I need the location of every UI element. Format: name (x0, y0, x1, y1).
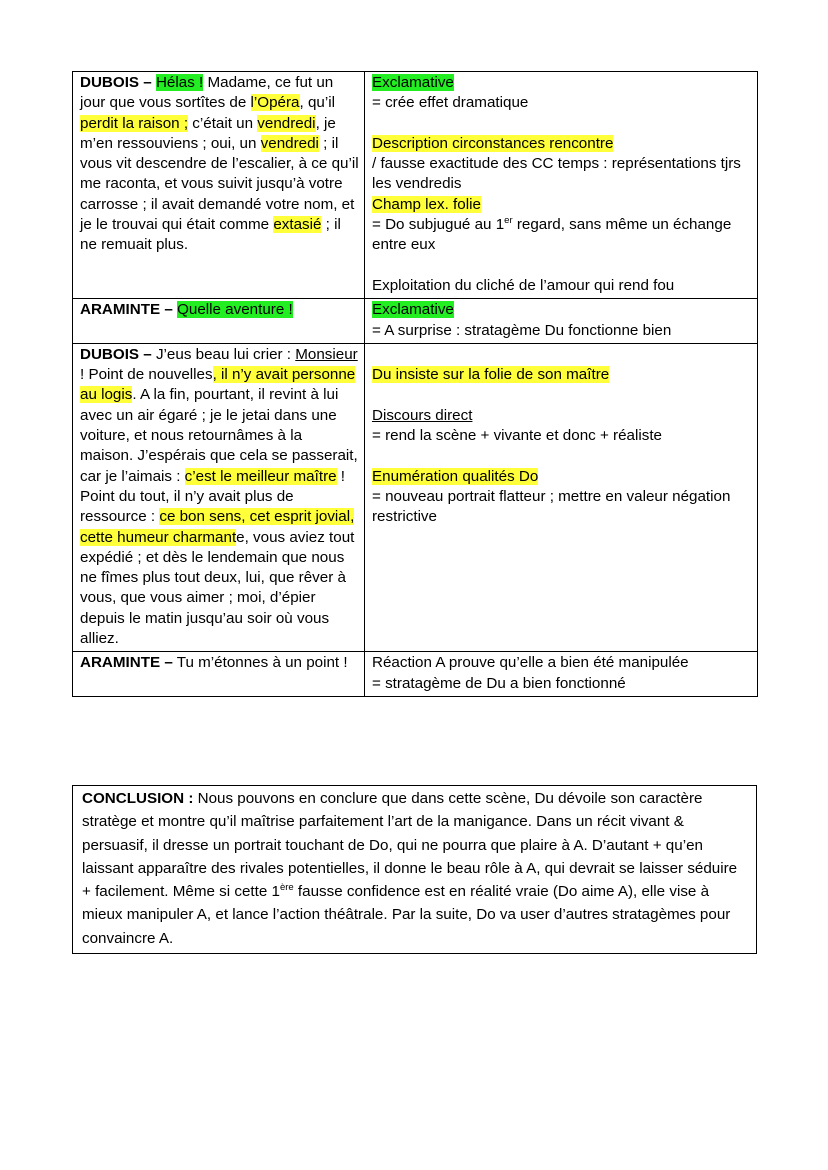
note-line: = A surprise : stratagème Du fonctionne bien (372, 321, 672, 339)
note-line: = nouveau portrait flatteur ; mettre en valeur négation restrictive (372, 487, 731, 526)
conclusion-text: fausse confidence est en réalité vraie (Do aime A), elle vise à mieux manipuler A, et lance l’action théâtrale. Par la suite, Do va user d’autres stratagèmes pour convaincre A. (82, 883, 731, 947)
text-segment: ; il vous vit descendre de l’escalier, à ce qu’il me raconta, et vous suivit jusqu’à votre carrosse ; il avait demandé votre nom, et je le trouvai qui était comme (80, 134, 359, 234)
note-line: = rend la scène + vivante et donc + réaliste (372, 427, 663, 445)
table-row (73, 652, 758, 697)
blank-line (372, 385, 752, 405)
highlight-yellow: Du insiste sur la folie de son maître (372, 366, 610, 384)
text-cell (73, 72, 365, 299)
underlined-text: Monsieur (295, 345, 358, 363)
highlight-green: Quelle aventure ! (177, 301, 293, 319)
note-line (372, 365, 752, 385)
note-line (372, 406, 752, 426)
highlight-yellow: perdit la raison ; (80, 114, 189, 132)
note-line: = crée effet dramatique (372, 94, 529, 112)
blank-line (372, 446, 752, 466)
note-line: = stratagème de Du a bien fonctionné (372, 674, 626, 692)
text-segment: regard, sans même un échange entre eux (372, 216, 732, 254)
highlight-yellow: extasié (273, 216, 322, 234)
text-segment: c’était un (188, 114, 258, 132)
highlight-yellow: Enumération qualités Do (372, 467, 539, 485)
notes-cell (365, 652, 758, 697)
note-line: Exploitation du cliché de l’amour qui rend fou (372, 276, 675, 294)
note-line (372, 134, 752, 154)
text-cell (73, 299, 365, 344)
notes-cell (365, 299, 758, 344)
text-segment: ! Point du tout, il n’y avait plus de ressource : (80, 467, 346, 526)
highlight-green: Exclamative (372, 74, 454, 91)
table-row (73, 299, 758, 344)
highlight-green: Exclamative (372, 301, 454, 319)
table-row (73, 343, 758, 651)
analysis-table (72, 71, 758, 697)
superscript: ère (279, 882, 294, 894)
conclusion-box (72, 785, 757, 954)
speaker-name: DUBOIS – (80, 74, 152, 91)
text-segment: = Do subjugué au 1 (372, 216, 505, 234)
notes-cell (365, 343, 758, 651)
highlight-yellow: ce bon sens, cet esprit jovial, cette humeur charmant (80, 508, 355, 546)
note-line: / fausse exactitude des CC temps : représentations tjrs les vendredis (372, 155, 741, 193)
blank-line (372, 256, 752, 276)
highlight-green: Hélas ! (155, 74, 204, 91)
highlight-yellow: vendredi (257, 114, 316, 132)
text-segment: Tu m’étonnes à un point ! (172, 654, 348, 672)
text-segment: J’eus beau lui crier : (151, 345, 296, 363)
text-segment: , je m’en ressouviens ; oui, un (80, 114, 336, 152)
speaker-name: ARAMINTE – (80, 301, 173, 319)
text-cell (73, 343, 365, 651)
note-line (372, 73, 752, 93)
note-line (372, 215, 752, 256)
highlight-yellow: Description circonstances rencontre (372, 134, 614, 152)
conclusion-text: Nous pouvons en conclure que dans cette scène, Du dévoile son caractère stratège et montre qu’il maîtrise parfaitement l’art de la manigance. Dans un récit vivant & persuasif, il dresse un portrait touchant de Do, qui ne pourra que plaire à A. D’autant + qu’en laissant apparaître des rivales potentielles, il donne le beau rôle à A, qui devrait se laisser séduire + facilement. Même si cette 1 (82, 790, 738, 901)
note-line (372, 195, 752, 215)
text-cell (73, 652, 365, 697)
speaker-name: DUBOIS – (80, 345, 152, 363)
notes-cell (365, 72, 758, 299)
note-line: Réaction A prouve qu’elle a bien été manipulée (372, 654, 689, 672)
blank-line (372, 345, 752, 365)
speaker-name: ARAMINTE – (80, 654, 173, 672)
highlight-yellow: l’Opéra (250, 94, 300, 112)
text-segment: e, vous aviez tout expédié ; et dès le lendemain que nous ne fîmes plus tout deux, lui, que rêver à vous, que vous aimer ; moi, d’épier depuis le matin jusqu’au soir où vous alliez. (80, 528, 355, 648)
table-row (73, 72, 758, 299)
highlight-yellow: c’est le meilleur maître (184, 467, 337, 485)
highlight-yellow: vendredi (260, 134, 319, 152)
conclusion-label: CONCLUSION : (82, 790, 194, 807)
text-segment: Madame, ce fut un jour que vous sortîtes de (80, 74, 334, 112)
blank-line (372, 114, 752, 134)
highlight-yellow: , il n’y avait personne au logis (80, 366, 356, 404)
note-line (372, 467, 752, 487)
highlight-yellow: Champ lex. folie (372, 195, 481, 213)
superscript: er (504, 215, 513, 227)
text-segment: ! Point de nouvelles (80, 366, 213, 384)
note-line (372, 300, 752, 320)
underlined-text: Discours direct (372, 406, 473, 424)
text-segment: ; il ne remuait plus. (80, 216, 341, 254)
text-segment: . A la fin, pourtant, il revint à lui avec un air égaré ; je le jetai dans une voiture, et nous retournâmes à la maison. J’espérais que cela se passerait, car je l’aimais : (80, 386, 358, 485)
text-segment: , qu’il (299, 94, 335, 112)
